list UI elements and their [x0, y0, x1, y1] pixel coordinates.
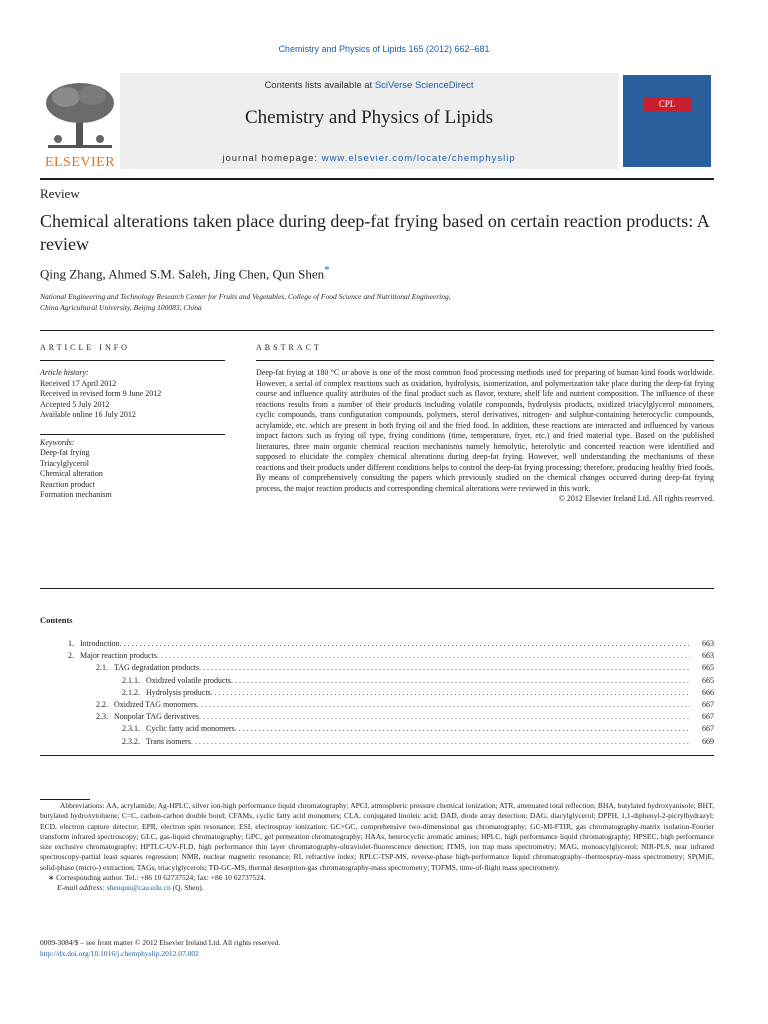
toc-number: 2.3.	[96, 712, 108, 722]
cover-image	[623, 75, 711, 167]
toc-entry[interactable]	[40, 699, 714, 711]
toc-leader	[235, 723, 690, 735]
journal-title: Chemistry and Physics of Lipids	[244, 107, 494, 128]
toc-leader	[211, 687, 690, 699]
toc-page-number[interactable]: 669	[702, 736, 714, 746]
history-item: Accepted 5 July 2012	[40, 399, 110, 409]
history-item: Received in revised form 9 June 2012	[40, 389, 162, 398]
toc-number: 2.3.1.	[122, 724, 140, 734]
affiliation-line: National Engineering and Technology Research Center for Fruits and Vegetables, College of Food Science and Nutritional Engineering,	[40, 292, 451, 301]
journal-banner	[40, 73, 714, 171]
toc-leader	[197, 699, 690, 711]
divider	[40, 755, 714, 756]
toc-number: 2.1.	[96, 663, 108, 673]
table-of-contents	[40, 638, 714, 748]
contents-heading: Contents	[40, 615, 73, 625]
email-link[interactable]: shenqun@cau.edu.cn	[106, 883, 171, 893]
article-type: Review	[40, 186, 80, 201]
toc-page-number[interactable]: 665	[702, 675, 714, 685]
banner-center	[120, 73, 618, 169]
sciencedirect-link[interactable]: SciVerse ScienceDirect	[374, 80, 474, 91]
toc-page-number[interactable]: 667	[702, 699, 714, 709]
email-footnote	[40, 883, 714, 893]
article-info	[40, 368, 225, 501]
toc-entry[interactable]	[40, 687, 714, 699]
toc-page-number[interactable]: 663	[702, 639, 714, 648]
toc-number: 2.	[68, 651, 74, 661]
affiliation-line: China Agricultural University, Beijing 100083, China	[40, 303, 202, 312]
toc-number: 2.1.2.	[122, 687, 140, 697]
history-item: Received 17 April 2012	[40, 378, 117, 388]
toc-title[interactable]: Introduction	[80, 639, 120, 648]
publisher-name: ELSEVIER	[44, 155, 116, 170]
keyword: Deep-fat frying	[40, 448, 90, 457]
toc-leader	[120, 638, 690, 650]
toc-title[interactable]: Hydrolysis products	[146, 687, 211, 697]
toc-page-number[interactable]: 665	[702, 663, 714, 673]
toc-leader	[157, 650, 690, 662]
contents-available-line	[120, 80, 618, 91]
toc-entry[interactable]	[40, 711, 714, 723]
abstract	[256, 368, 714, 505]
email-suffix: (Q. Shen).	[172, 883, 204, 893]
keyword: Chemical alteration	[40, 469, 103, 478]
toc-title[interactable]: Oxidized TAG monomers	[114, 699, 197, 709]
page-footer	[40, 937, 714, 959]
issn-line: 0009-3084/$ – see front matter © 2012 Elsevier Ireland Ltd. All rights reserved.	[40, 938, 281, 947]
article-info-heading: ARTICLE INFO	[40, 343, 130, 352]
toc-entry[interactable]	[40, 638, 714, 650]
history-label: Article history:	[40, 368, 89, 377]
keyword: Triacylglycerol	[40, 458, 90, 468]
cover-label: CPL	[643, 97, 691, 111]
elsevier-tree-logo	[40, 77, 120, 169]
toc-leader	[199, 662, 690, 674]
toc-number: 2.2.	[96, 699, 108, 709]
corresponding-author-mark[interactable]: *	[324, 264, 330, 276]
footnote-rule	[40, 799, 90, 800]
divider	[40, 434, 225, 435]
journal-cover-thumbnail	[620, 73, 714, 169]
divider	[40, 360, 225, 361]
keyword: Formation mechanism	[40, 490, 112, 499]
abstract-text: Deep-fat frying at 180 °C or above is one of the most common food processing methods used for preparing of human kind foods worldwide. However, a serial of complex reactions such as oxidation, hydrolysis, isomerization, and polymerization take place during the deep-fat frying course and influence quality attributes of the final product such as flavor, texture, shelf life and nutrient composition. The influence of these reactions results from a number of their products including volatile compounds, hydrolysis products, oxidized triacylglycerol monomers, cyclic compounds, trans configuration compounds, polymers, sterol derivatives, nitrogen- and sulphur-containing heterocyclic compounds, acrylamide, etc. which are present in both frying oil and the fried food. In addition, these reactions are interacted and influenced by various impact factors such as frying oil type, frying conditions (time, temperature, fryer, etc.) and fried material type. Based on the published literatures, three main organic chemical reaction mechanisms namely hemolytic, heterolytic and concerted reaction were identified and supposed to elucidate the complex chemical alterations during deep-fat frying. However, well understanding the mechanisms of these reactions and their products under different conditions helps to control the deep-fat frying processing; therefore, producing healthy fried foods. By means of comprehensively consulting the papers which previously studied on the chemical changes occurred during deep-fat frying process, the major reaction products and corresponding chemical alterations were reviewed in this work.	[256, 368, 714, 493]
toc-title[interactable]: Cyclic fatty acid monomers	[146, 724, 235, 734]
journal-homepage-line	[120, 153, 618, 164]
abstract-copyright: © 2012 Elsevier Ireland Ltd. All rights reserved.	[558, 494, 714, 503]
header-rule	[40, 178, 714, 180]
journal-citation-line[interactable]: Chemistry and Physics of Lipids 165 (2012) 662–681	[278, 44, 490, 54]
toc-title[interactable]: Trans isomers	[146, 736, 191, 746]
toc-page-number[interactable]: 667	[702, 712, 714, 722]
email-label: E-mail address:	[57, 883, 105, 893]
tree-icon	[40, 77, 120, 155]
history-item: Available online 16 July 2012	[40, 410, 136, 419]
toc-entry[interactable]	[40, 723, 714, 735]
author-list	[40, 264, 330, 282]
homepage-prefix: journal homepage:	[222, 153, 322, 164]
doi-link[interactable]: http://dx.doi.org/10.1016/j.chemphyslip.2012.07.002	[40, 949, 199, 958]
footnotes	[40, 801, 714, 894]
toc-leader	[231, 675, 690, 687]
affiliation	[40, 291, 720, 313]
divider	[40, 588, 714, 589]
contents-prefix: Contents lists available at	[264, 80, 375, 91]
keywords-label: Keywords:	[40, 437, 75, 447]
article-title: Chemical alterations taken place during deep-fat frying based on certain reaction products: A review	[40, 211, 709, 254]
toc-title[interactable]: TAG degradation products	[114, 663, 200, 673]
toc-leader	[191, 736, 690, 748]
toc-title[interactable]: Major reaction products	[80, 651, 157, 661]
toc-entry[interactable]	[40, 662, 714, 674]
toc-entry[interactable]	[40, 675, 714, 687]
toc-title[interactable]: Nonpolar TAG derivatives	[114, 712, 199, 722]
toc-entry[interactable]	[40, 736, 714, 748]
authors-text: Qing Zhang, Ahmed S.M. Saleh, Jing Chen, Qun Shen	[40, 266, 325, 282]
corresponding-author-footnote: ∗ Corresponding author. Tel.: +86 10 62737524; fax: +86 10 62737524.	[48, 873, 266, 883]
divider	[256, 360, 714, 361]
toc-number: 2.3.2.	[122, 736, 140, 746]
toc-entry[interactable]	[40, 650, 714, 662]
toc-page-number[interactable]: 663	[702, 651, 714, 661]
toc-number: 2.1.1.	[122, 675, 140, 685]
abstract-heading: ABSTRACT	[256, 343, 322, 352]
toc-page-number[interactable]: 666	[702, 687, 714, 697]
toc-number: 1.	[68, 639, 74, 648]
journal-homepage-link[interactable]: www.elsevier.com/locate/chemphyslip	[321, 153, 516, 164]
toc-leader	[199, 711, 690, 723]
divider	[40, 330, 714, 331]
abbreviations-footnote: Abbreviations: AA, acrylamide; Ag-HPLC, silver ion-high performance liquid chromatography; APCI, atmospheric pressure chemical ionization; ATR, attenuated total reflection; BHA, butylated hydroxyanisole; BHT, butylated hydroxytoluene; C=C, carbon-carbon double bond; CFAMs, cyclic fatty acid monomers; CLA, conjugated linoleic acid; DAD, diode array detection; DAG, diacylglycerol; DPPH, 1,1-diphenyl-2-picrylhydrazyl; ECD, electron capture detector; EPR, electron spin resonance; ESI, electrospray ionization; GC×GC, comprehensive two-dimensional gas chromatography; GC-MI-FTIR, gas chromatography-matrix isolation-Fourier transform infrared spectroscopy; GLC, gas-liquid chromatography; GPC, gel permeation chromatography; HAAs, heterocyclic aromatic amines; HPLC, high performance liquid chromatography; HPSEC, high performance size exclusive chromatography; HPTLC-UV-FLD, high performance thin layer chromatography-ultraviolet-fluorescence detection; ITMS, ion trap mass spectrometry; MAG, monoacylglycerol; NIR-PLS, near infrared spectroscopy-partial least squares regression; NMR, nuclear magnetic resonance; RI, refractive index; RPLC-TSP-MS, reverse-phase high-performance liquid chromatography–thermospray-mass spectrometry; SP(M)E, solid-phase (micro-) extraction; TAGs, triacylglycerols; TD-GC-MS, thermal desorption-gas chromatography-mass spectrometry; TOFMS, time-of-flight mass spectrometry.	[40, 801, 714, 872]
toc-page-number[interactable]: 667	[702, 724, 714, 734]
toc-title[interactable]: Oxidized volatile products	[146, 675, 231, 685]
keyword: Reaction product	[40, 479, 95, 489]
